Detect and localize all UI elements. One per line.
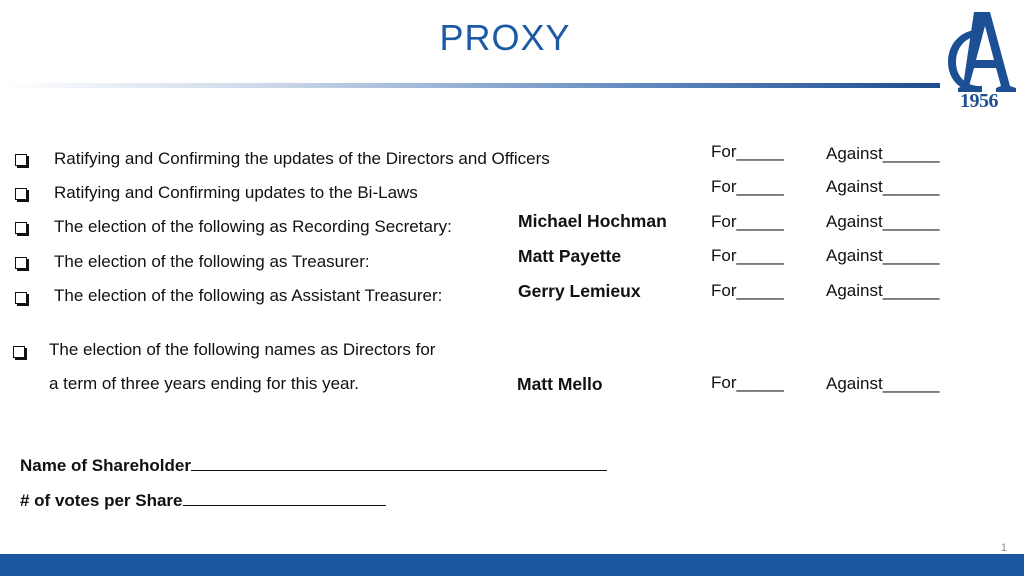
page-title: PROXY bbox=[439, 17, 571, 58]
item-text: The election of the following as Treasurer: bbox=[54, 252, 370, 271]
nominee-name: Michael Hochman bbox=[518, 211, 667, 231]
item-text: The election of the following as Assistant Treasurer: bbox=[54, 286, 443, 305]
votes-per-share-field bbox=[20, 489, 386, 511]
item-text: The election of the following as Recording Secretary: bbox=[54, 217, 452, 236]
shareholder-name-field bbox=[20, 454, 607, 476]
nominee-name: Gerry Lemieux bbox=[518, 281, 641, 301]
nominee-name: Matt Mello bbox=[517, 374, 603, 394]
page-number: 1 bbox=[1000, 542, 1007, 554]
directors-item-line2: a term of three years ending for this year. bbox=[49, 374, 359, 393]
checkbox-icon[interactable] bbox=[15, 154, 27, 166]
vote-for-field[interactable]: For_____ bbox=[711, 281, 784, 300]
checkbox-icon[interactable] bbox=[15, 222, 27, 234]
directors-item-line1: The election of the following names as Directors for bbox=[49, 340, 436, 359]
directors-item-row bbox=[0, 338, 1024, 408]
checkbox-icon[interactable] bbox=[15, 292, 27, 304]
checkbox-icon[interactable] bbox=[13, 346, 25, 358]
item-text: Ratifying and Confirming updates to the Bi-Laws bbox=[54, 183, 418, 202]
header-divider bbox=[0, 83, 940, 88]
proxy-item-row bbox=[0, 176, 1024, 210]
vote-against-field[interactable]: Against______ bbox=[826, 246, 940, 265]
votes-per-share-label: # of votes per Share bbox=[20, 491, 183, 510]
vote-for-field[interactable]: For_____ bbox=[711, 177, 784, 196]
proxy-item-row bbox=[0, 210, 1024, 244]
footer-band bbox=[0, 554, 1024, 576]
vote-for-field[interactable]: For_____ bbox=[711, 142, 784, 161]
checkbox-icon[interactable] bbox=[15, 257, 27, 269]
vote-against-field[interactable]: Against______ bbox=[826, 144, 940, 163]
vote-for-field[interactable]: For_____ bbox=[711, 373, 784, 392]
shareholder-name-input-line[interactable] bbox=[191, 454, 607, 471]
vote-for-field[interactable]: For_____ bbox=[711, 246, 784, 265]
vote-against-field[interactable]: Against______ bbox=[826, 212, 940, 231]
votes-per-share-input-line[interactable] bbox=[183, 489, 386, 506]
shareholder-name-label: Name of Shareholder bbox=[20, 456, 191, 475]
proxy-item-row bbox=[0, 245, 1024, 279]
checkbox-icon[interactable] bbox=[15, 188, 27, 200]
item-text: Ratifying and Confirming the updates of the Directors and Officers bbox=[54, 149, 550, 168]
vote-for-field[interactable]: For_____ bbox=[711, 212, 784, 231]
logo-year: 1956 bbox=[960, 90, 998, 112]
proxy-item-row bbox=[0, 280, 1024, 314]
proxy-item-row bbox=[0, 142, 1024, 176]
nominee-name: Matt Payette bbox=[518, 246, 622, 266]
vote-against-field[interactable]: Against______ bbox=[826, 177, 940, 196]
vote-against-field[interactable]: Against______ bbox=[826, 281, 940, 300]
vote-against-field[interactable]: Against______ bbox=[826, 374, 940, 393]
